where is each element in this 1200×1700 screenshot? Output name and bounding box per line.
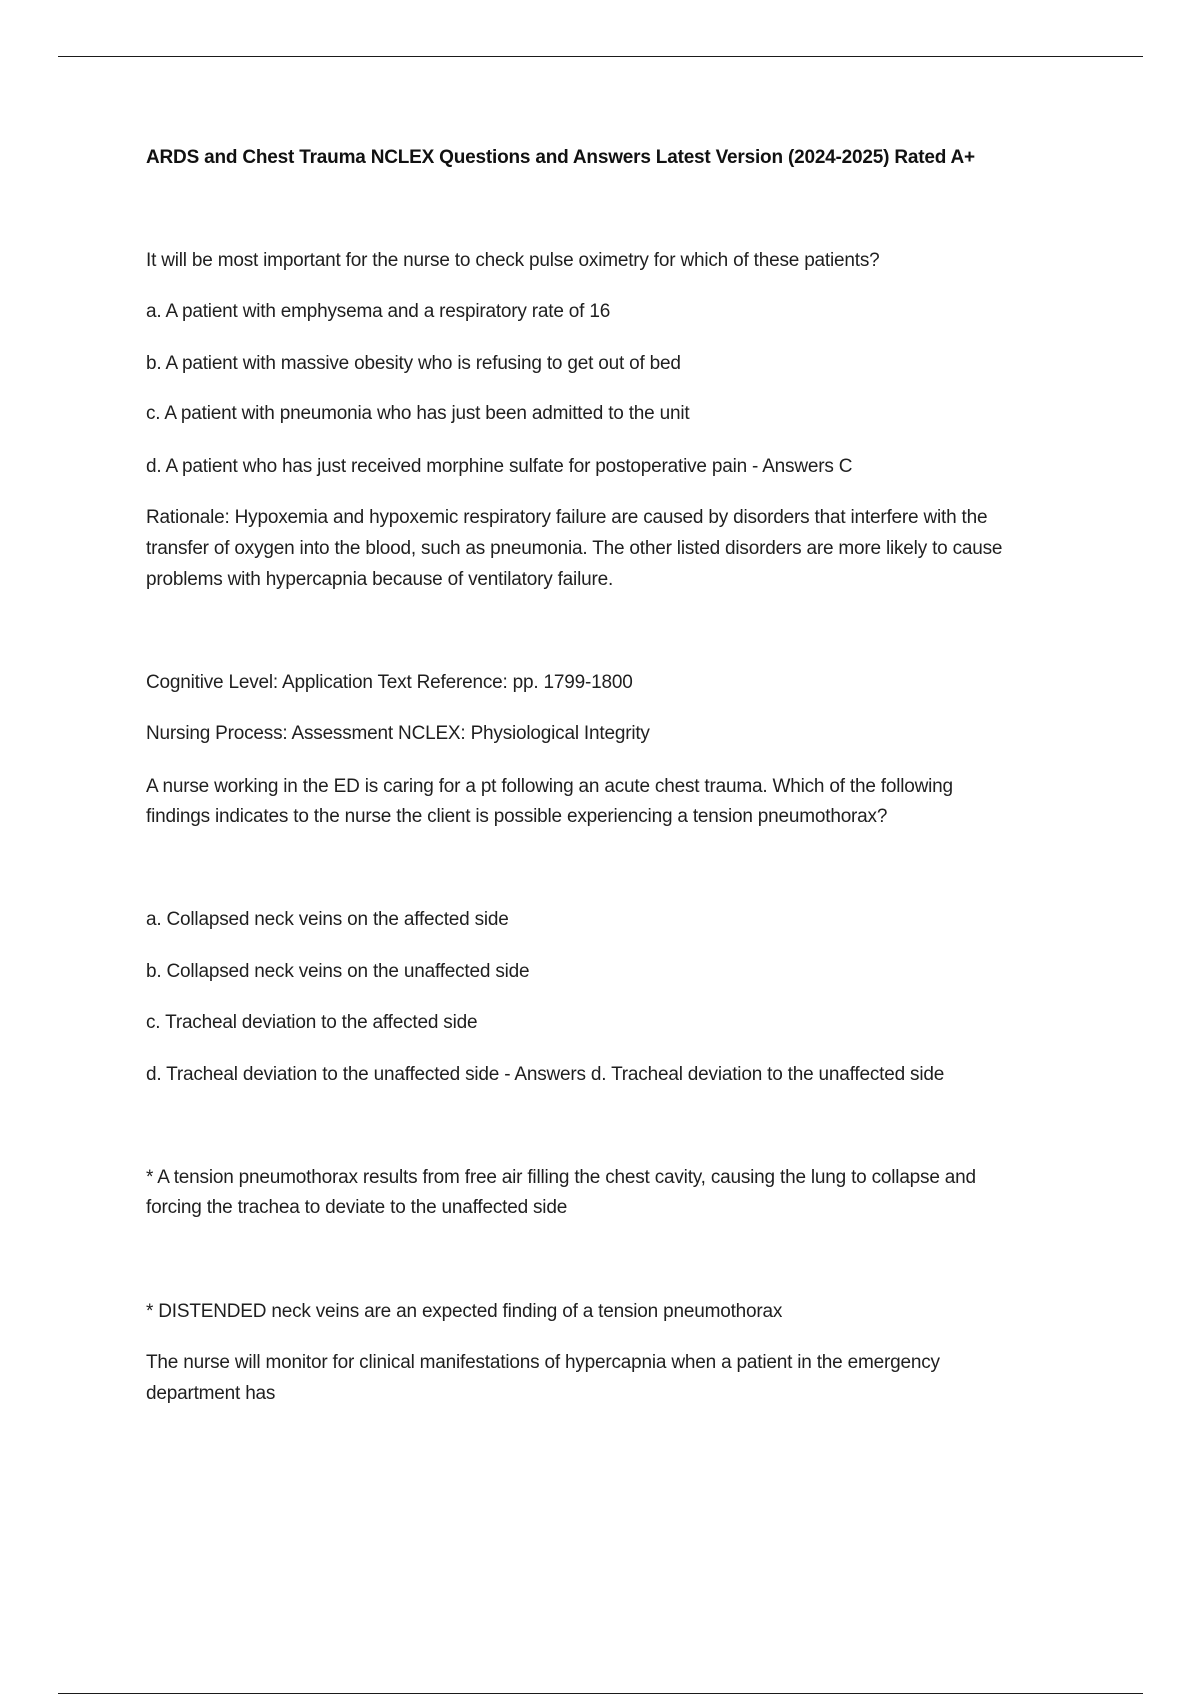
document-title: ARDS and Chest Trauma NCLEX Questions and Answers Latest Version (2024-2025) Rated A+ [146, 147, 975, 168]
question-1-option-d: d. A patient who has just received morphine sulfate for postoperative pain - Answers C [146, 456, 853, 477]
question-2-option-b: b. Collapsed neck veins on the unaffected side [146, 961, 530, 982]
question-1-rationale-line-2: transfer of oxygen into the blood, such as pneumonia. The other listed disorders are more likely to cause [146, 538, 1003, 559]
question-2-option-a: a. Collapsed neck veins on the affected side [146, 909, 509, 930]
question-3-text-line-1: The nurse will monitor for clinical manifestations of hypercapnia when a patient in the emergency [146, 1352, 940, 1373]
question-2-note-1-line-2: forcing the trachea to deviate to the unaffected side [146, 1197, 568, 1218]
header-rule [58, 56, 1143, 57]
question-1-rationale-line-3: problems with hypercapnia because of ventilatory failure. [146, 569, 614, 590]
question-1-option-b: b. A patient with massive obesity who is refusing to get out of bed [146, 353, 681, 374]
question-1-option-c: c. A patient with pneumonia who has just been admitted to the unit [146, 403, 690, 424]
footer-rule [58, 1693, 1143, 1694]
question-3-text-line-2: department has [146, 1383, 276, 1404]
question-1-option-a: a. A patient with emphysema and a respiratory rate of 16 [146, 301, 611, 322]
question-1-rationale-line-1: Rationale: Hypoxemia and hypoxemic respiratory failure are caused by disorders that interfere with the [146, 507, 988, 528]
question-2-note-2: * DISTENDED neck veins are an expected finding of a tension pneumothorax [146, 1301, 783, 1322]
question-2-note-1-line-1: * A tension pneumothorax results from free air filling the chest cavity, causing the lung to collapse and [146, 1167, 976, 1188]
question-2-option-d: d. Tracheal deviation to the unaffected side - Answers d. Tracheal deviation to the unaffected side [146, 1064, 945, 1085]
question-2-option-c: c. Tracheal deviation to the affected side [146, 1012, 478, 1033]
question-2-text-line-1: A nurse working in the ED is caring for a pt following an acute chest trauma. Which of the following [146, 776, 953, 797]
question-2-text-line-2: findings indicates to the nurse the client is possible experiencing a tension pneumothorax? [146, 806, 888, 827]
question-1-nursing-process: Nursing Process: Assessment NCLEX: Physiological Integrity [146, 723, 650, 744]
question-1-text: It will be most important for the nurse to check pulse oximetry for which of these patients? [146, 250, 880, 271]
question-1-cognitive-level: Cognitive Level: Application Text Reference: pp. 1799-1800 [146, 672, 633, 693]
